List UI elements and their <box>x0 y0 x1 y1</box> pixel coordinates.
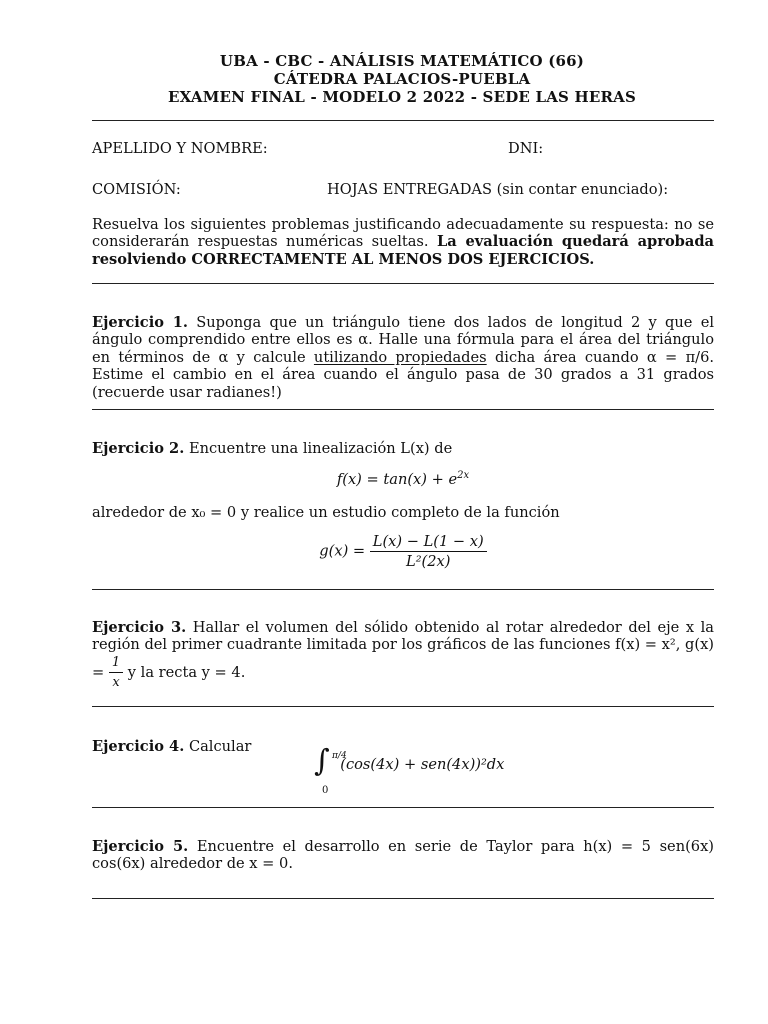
divider <box>92 120 714 121</box>
integral-lower-limit: 0 <box>322 785 329 796</box>
exercise-5-text: Encuentre el desarrollo en serie de Taylor para h(x) = 5 sen(6x) cos(6x) alrededor de x = 0. <box>92 838 714 873</box>
formula-g-numerator: L(x) − L(1 − x) <box>370 533 487 552</box>
exercise-1-title: Ejercicio 1. <box>92 314 188 331</box>
exercise-4-title: Ejercicio 4. <box>92 738 185 755</box>
exercise-4-intro-line <box>92 738 251 755</box>
integral-formula <box>314 743 505 796</box>
exercise-3-fraction <box>109 654 123 692</box>
exercise-1-underlined: utilizando propiedades <box>313 348 487 366</box>
exercise-5 <box>92 838 714 873</box>
divider <box>92 706 714 707</box>
integral-upper-limit: π/4 <box>332 751 347 761</box>
formula-f-exponent: 2x <box>457 470 470 482</box>
exercise-1-text-a: Suponga que un triángulo tiene dos lados de longitud 2 y que el ángulo comprendido entre ellos es α. Halle una fórmula para el área del triángulo en términos de α y calcule <box>92 314 714 366</box>
header-line-2: CÁTEDRA PALACIOS-PUEBLA <box>273 70 531 88</box>
exercise-2-middle: alrededor de x₀ = 0 y realice un estudio completo de la función <box>92 504 560 521</box>
exercise-3-title: Ejercicio 3. <box>92 619 187 636</box>
formula-g-denominator: L²(2x) <box>406 553 451 570</box>
exercise-4-intro: Calcular <box>188 738 252 755</box>
exercise-1-text-b: dicha área cuando α = π/6. Estime el cambio en el área cuando el ángulo pasa de 30 grados a 31 grados (recuerde usar radianes!) <box>92 348 714 401</box>
comision-field-label: COMISIÓN: <box>92 181 181 198</box>
exercise-3 <box>92 619 714 692</box>
exercise-2-intro: Encuentre una linealización L(x) de <box>188 440 453 457</box>
integral-sign: ∫ <box>314 743 330 779</box>
formula-g-lhs: g(x) = <box>319 542 366 560</box>
formula-f <box>92 471 714 488</box>
exercise-2-title: Ejercicio 2. <box>92 440 185 457</box>
divider <box>92 589 714 590</box>
header-line-1: UBA - CBC - ANÁLISIS MATEMÁTICO (66) <box>219 52 585 70</box>
instructions <box>92 216 714 268</box>
divider <box>92 283 714 284</box>
exercise-3-text-a: Hallar el volumen del sólido obtenido al rotar alrededor del eje x la región del primer cuadrante limitada por los gráficos de las funciones f(x) = x², g(x) = <box>92 619 714 681</box>
formula-f-base: f(x) = tan(x) + e <box>336 471 458 488</box>
formula-g <box>92 533 714 570</box>
formula-g-fraction <box>370 533 487 570</box>
divider <box>92 409 714 410</box>
exercise-3-frac-den: x <box>112 675 120 691</box>
exercise-3-text-b: y la recta y = 4. <box>127 663 246 681</box>
instructions-bold: La evaluación quedará aprobada resolviendo CORRECTAMENTE AL MENOS DOS EJERCICIOS. <box>92 233 715 268</box>
hojas-field-label: HOJAS ENTREGADAS (sin contar enunciado): <box>327 181 669 198</box>
dni-field-label: DNI: <box>508 140 544 157</box>
exercise-3-frac-num: 1 <box>109 654 123 673</box>
divider <box>92 898 714 899</box>
exercise-5-title: Ejercicio 5. <box>92 838 189 855</box>
exam-header <box>92 52 712 106</box>
exercise-2-intro-line <box>92 440 452 457</box>
header-line-3: EXAMEN FINAL - MODELO 2 2022 - SEDE LAS HERAS <box>167 88 637 106</box>
integrand: (cos(4x) + sen(4x))²dx <box>340 756 505 773</box>
name-field-label: APELLIDO Y NOMBRE: <box>92 140 268 157</box>
instructions-plain: Resuelva los siguientes problemas justificando adecuadamente su respuesta: no se considerarán respuestas numéricas sueltas. <box>92 216 714 251</box>
divider <box>92 807 714 808</box>
exercise-1 <box>92 314 714 401</box>
